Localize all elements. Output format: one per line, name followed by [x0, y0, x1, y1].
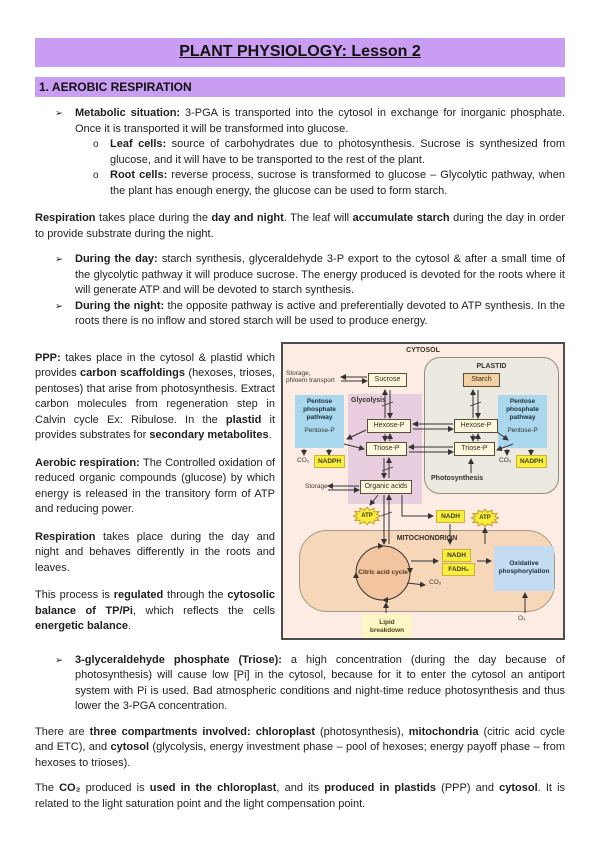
metabolism-diagram	[281, 342, 565, 640]
triose-p-box-cytosol: Triose-P	[366, 442, 407, 456]
organic-acids-box: Organic acids	[360, 480, 412, 494]
mitochondrion-label: MITOCHONDRION	[396, 534, 458, 542]
page-title: PLANT PHYSIOLOGY: Lesson 2	[179, 43, 421, 60]
list-item	[35, 106, 565, 137]
nadh-box-mitochondrion: NADH	[442, 549, 471, 562]
pentose-phosphate-pathway-box-right	[498, 395, 547, 448]
list-item-text: Metabolic situation: 3-PGA is transported into the cytosol in exchange for inorganic phosphate. Once it is transported it will be transformed into glucose.	[75, 107, 565, 135]
sucrose-box: Sucrose	[368, 373, 407, 387]
bullet-arrow-icon: ➢	[55, 300, 63, 312]
list-item	[35, 252, 565, 299]
page-content	[35, 38, 565, 822]
atp-starburst-cytosol	[353, 507, 381, 525]
storage-phloem-label	[286, 370, 342, 385]
list-item	[35, 137, 565, 168]
nadh-box-cytosol: NADH	[436, 510, 465, 523]
atp-starburst-right	[471, 509, 499, 527]
co2-label-right: CO₂	[499, 456, 512, 464]
pentose-phosphate-pathway-box-left	[295, 395, 344, 448]
hexose-p-box-cytosol: Hexose-P	[367, 419, 411, 433]
bullet-arrow-icon: ➢	[55, 254, 63, 265]
nadph-box-left: NADPH	[314, 455, 345, 468]
list-item	[35, 168, 565, 199]
pentose-pathway-title: Pentose phosphate pathway	[303, 397, 336, 421]
pentose-pathway-title: Pentose phosphate pathway	[506, 397, 539, 421]
plastid-label: PLASTID	[476, 362, 507, 370]
triose-p-box-plastid: Triose-P	[454, 442, 495, 456]
lipid-breakdown-box: Lipid breakdown	[362, 614, 412, 640]
paragraph-ppp: PPP: takes place in the cytosol & plastid which provides carbon scaffoldings (hexoses, trioses, pentoses) that arise from photosynthesis. Extract carbon molecules from regeneration step in Calvin cycle Ex: Ribulose. In the plastid it provides substrates for secondary metabolites.	[35, 351, 276, 441]
storage-phloem-line1: Storage,	[286, 369, 311, 377]
list-item-text: Leaf cells: source of carbohydrates due to photosynthesis. Sucrose is synthesized from glucose, and it will have to be transported to the rest of the plant.	[110, 138, 566, 166]
pentose-p-label: Pentose-P	[507, 426, 538, 434]
list-item-triose	[35, 653, 565, 715]
bullet-circle-icon: o	[93, 170, 99, 181]
list-item-text: 3-glyceraldehyde phosphate (Triose): a high concentration (during the day because of photosynthesis) will cause low [Pi] in the cytosol, because for it to enter the cytosol an antiport system with Pi is used. Bad atmospheric conditions and night-time reduce photosynthesis and thus lower the 3-PGA concentration.	[75, 653, 565, 712]
paragraph-co2: The CO₂ produced is used in the chloroplast, and its produced in plastids (PPP) and cytosol. It is related to the light saturation point and the light compensation point.	[35, 782, 566, 810]
paragraph-regulation: This process is regulated through the cytosolic balance of TP/Pi, which reflects the cells energetic balance.	[35, 589, 276, 632]
bullet-arrow-icon: ➢	[55, 108, 63, 119]
text-and-diagram-row	[35, 342, 565, 647]
paragraph-respiration: Respiration takes place during the day and night. The leaf will accumulate starch during the day in order to provide substrate during the night.	[35, 212, 565, 240]
page-title-bar	[35, 38, 565, 67]
left-text-column	[35, 342, 275, 647]
nadph-box-right: NADPH	[516, 455, 547, 468]
bullet-arrow-icon: ➢	[55, 654, 63, 666]
atp-label: ATP	[479, 514, 491, 521]
list-item-text: During the night: the opposite pathway is active and preferentially devoted to ATP synthesis. In the roots there is no inflow and stored starch will be used to produce energy.	[75, 299, 566, 327]
list-item-text: During the day: starch synthesis, glyceraldehyde 3-P export to the cytosol & after a small time of the glycolytic pathway it will produce sucrose. The energy produced is devoted for the roots where it will generate ATP and will be devoted to starch synthesis.	[75, 253, 565, 296]
paragraph-compartments: There are three compartments involved: chloroplast (photosynthesis), mitochondria (citric acid cycle and ETC), and cytosol (glycolysis, energy investment phase – pool of hexoses; energy payoff phase – from hexoses to trioses).	[35, 725, 566, 769]
o2-label: O₂	[518, 614, 526, 622]
hexose-p-box-plastid: Hexose-P	[454, 419, 498, 433]
citric-acid-cycle-label: Citric acid cycle	[358, 568, 408, 576]
glycolysis-label: Glycolysis	[351, 396, 387, 404]
paragraph-respiration-behavior: Respiration takes place during the day and night and behaves differently in the roots and leaves.	[35, 530, 275, 574]
paragraph-aerobic-respiration: Aerobic respiration: The Controlled oxidation of reduced organic compounds (glucose) by which energy is released in the transitory form of ATP and reducing power.	[35, 456, 276, 515]
oxidative-phosphorylation-box: Oxidative phosphorylation	[494, 546, 554, 591]
fadh2-box: FADH₂	[442, 563, 475, 576]
storage-label: Storage	[305, 482, 328, 490]
atp-label: ATP	[361, 512, 373, 519]
co2-label-mitochondrion: CO₂	[429, 578, 442, 586]
list-item-text: Root cells: reverse process, sucrose is transformed to glucose – Glycolytic pathway, when the plant has enough energy, the glucose can be used to form starch.	[110, 169, 565, 197]
starch-box: Starch	[463, 373, 500, 387]
bullet-circle-icon: o	[93, 139, 99, 150]
section-heading: 1. AEROBIC RESPIRATION	[35, 77, 565, 97]
day-night-list	[35, 252, 565, 330]
metabolic-situation-list	[35, 106, 565, 199]
cytosol-label: CYTOSOL	[406, 346, 440, 354]
photosynthesis-label: Photosynthesis	[431, 474, 484, 482]
list-item	[35, 299, 565, 330]
storage-phloem-line2: phloem transport	[286, 377, 335, 384]
pentose-p-label: Pentose-P	[304, 426, 335, 434]
co2-label-left: CO₂	[297, 456, 310, 464]
